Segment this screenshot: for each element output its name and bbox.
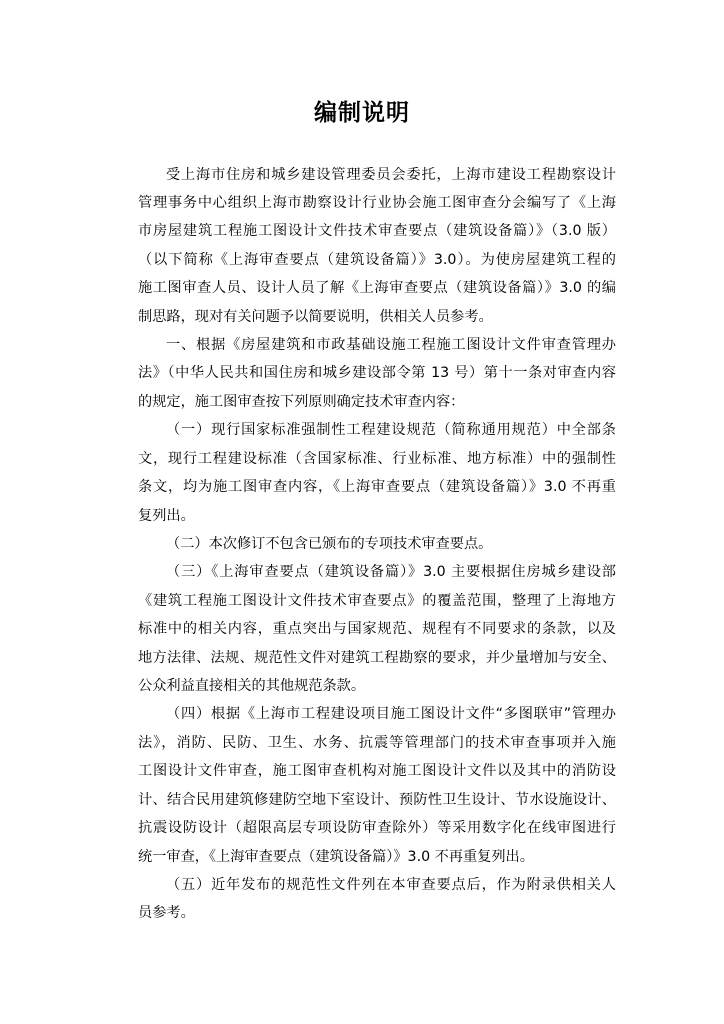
paragraph-line: （五）近年发布的规范性文件列在本审查要点后，作为附录供相关人 (166, 877, 616, 893)
paragraph-line: （以下简称《上海审查要点（建筑设备篇）》3.0）。为使房屋建筑工程的 (138, 252, 616, 268)
paragraph-line: 法》（中华人民共和国住房和城乡建设部令第 13 号）第十一条对审查内容 (138, 365, 616, 381)
paragraph-line: 公众利益直接相关的其他规范条款。 (138, 678, 366, 694)
paragraph-line: 市房屋建筑工程施工图设计文件技术审查要点（建筑设备篇）》（3.0 版） (138, 223, 616, 239)
paragraph-line: 文，现行工程建设标准（含国家标准、行业标准、地方标准）中的强制性 (138, 451, 616, 467)
paragraph-line: 《建筑工程施工图设计文件技术审查要点》的覆盖范围，整理了上海地方 (138, 593, 616, 609)
paragraph-line: 的规定，施工图审查按下列原则确定技术审查内容： (138, 394, 465, 410)
paragraph-line: 标准中的相关内容，重点突出与国家规范、规程有不同要求的条款，以及 (138, 621, 616, 637)
paragraph-line: 受上海市住房和城乡建设管理委员会委托，上海市建设工程勘察设计 (166, 167, 616, 183)
paragraph-line: （三）《上海审查要点（建筑设备篇）》3.0 主要根据住房城乡建设部 (166, 564, 616, 580)
paragraph-line: （四）根据《上海市工程建设项目施工图设计文件“多图联审”管理办 (166, 706, 616, 722)
paragraph-line: 复列出。 (138, 508, 195, 524)
paragraph-line: 管理事务中心组织上海市勘察设计行业协会施工图审查分会编写了《上海 (138, 195, 616, 211)
paragraph-line: 计、结合民用建筑修建防空地下室设计、预防性卫生设计、节水设施设计、 (138, 792, 616, 808)
paragraph-line: （一）现行国家标准强制性工程建设规范（简称通用规范）中全部条 (166, 422, 616, 438)
paragraph-line: 法》，消防、民防、卫生、水务、抗震等管理部门的技术审查事项并入施 (138, 735, 616, 751)
paragraph-line: （二）本次修订不包含已颁布的专项技术审查要点。 (166, 536, 493, 552)
page-title: 编制说明 (314, 100, 410, 126)
paragraph-line: 员参考。 (138, 905, 195, 921)
paragraph-line: 统一审查，《上海审查要点（建筑设备篇）》3.0 不再重复列出。 (138, 849, 534, 865)
paragraph-line: 一、根据《房屋建筑和市政基础设施工程施工图设计文件审查管理办 (166, 337, 616, 353)
paragraph-line: 地方法律、法规、规范性文件对建筑工程勘察的要求，并少量增加与安全、 (138, 650, 616, 666)
paragraph-line: 工图设计文件审查，施工图审查机构对施工图设计文件以及其中的消防设 (138, 763, 616, 779)
paragraph-line: 制思路，现对有关问题予以简要说明，供相关人员参考。 (138, 309, 493, 325)
paragraph-line: 抗震设防设计（超限高层专项设防审查除外）等采用数字化在线审图进行 (138, 820, 616, 836)
paragraph-line: 施工图审查人员、设计人员了解《上海审查要点（建筑设备篇）》3.0 的编 (138, 280, 616, 296)
paragraph-line: 条文，均为施工图审查内容，《上海审查要点（建筑设备篇）》3.0 不再重 (138, 479, 616, 495)
